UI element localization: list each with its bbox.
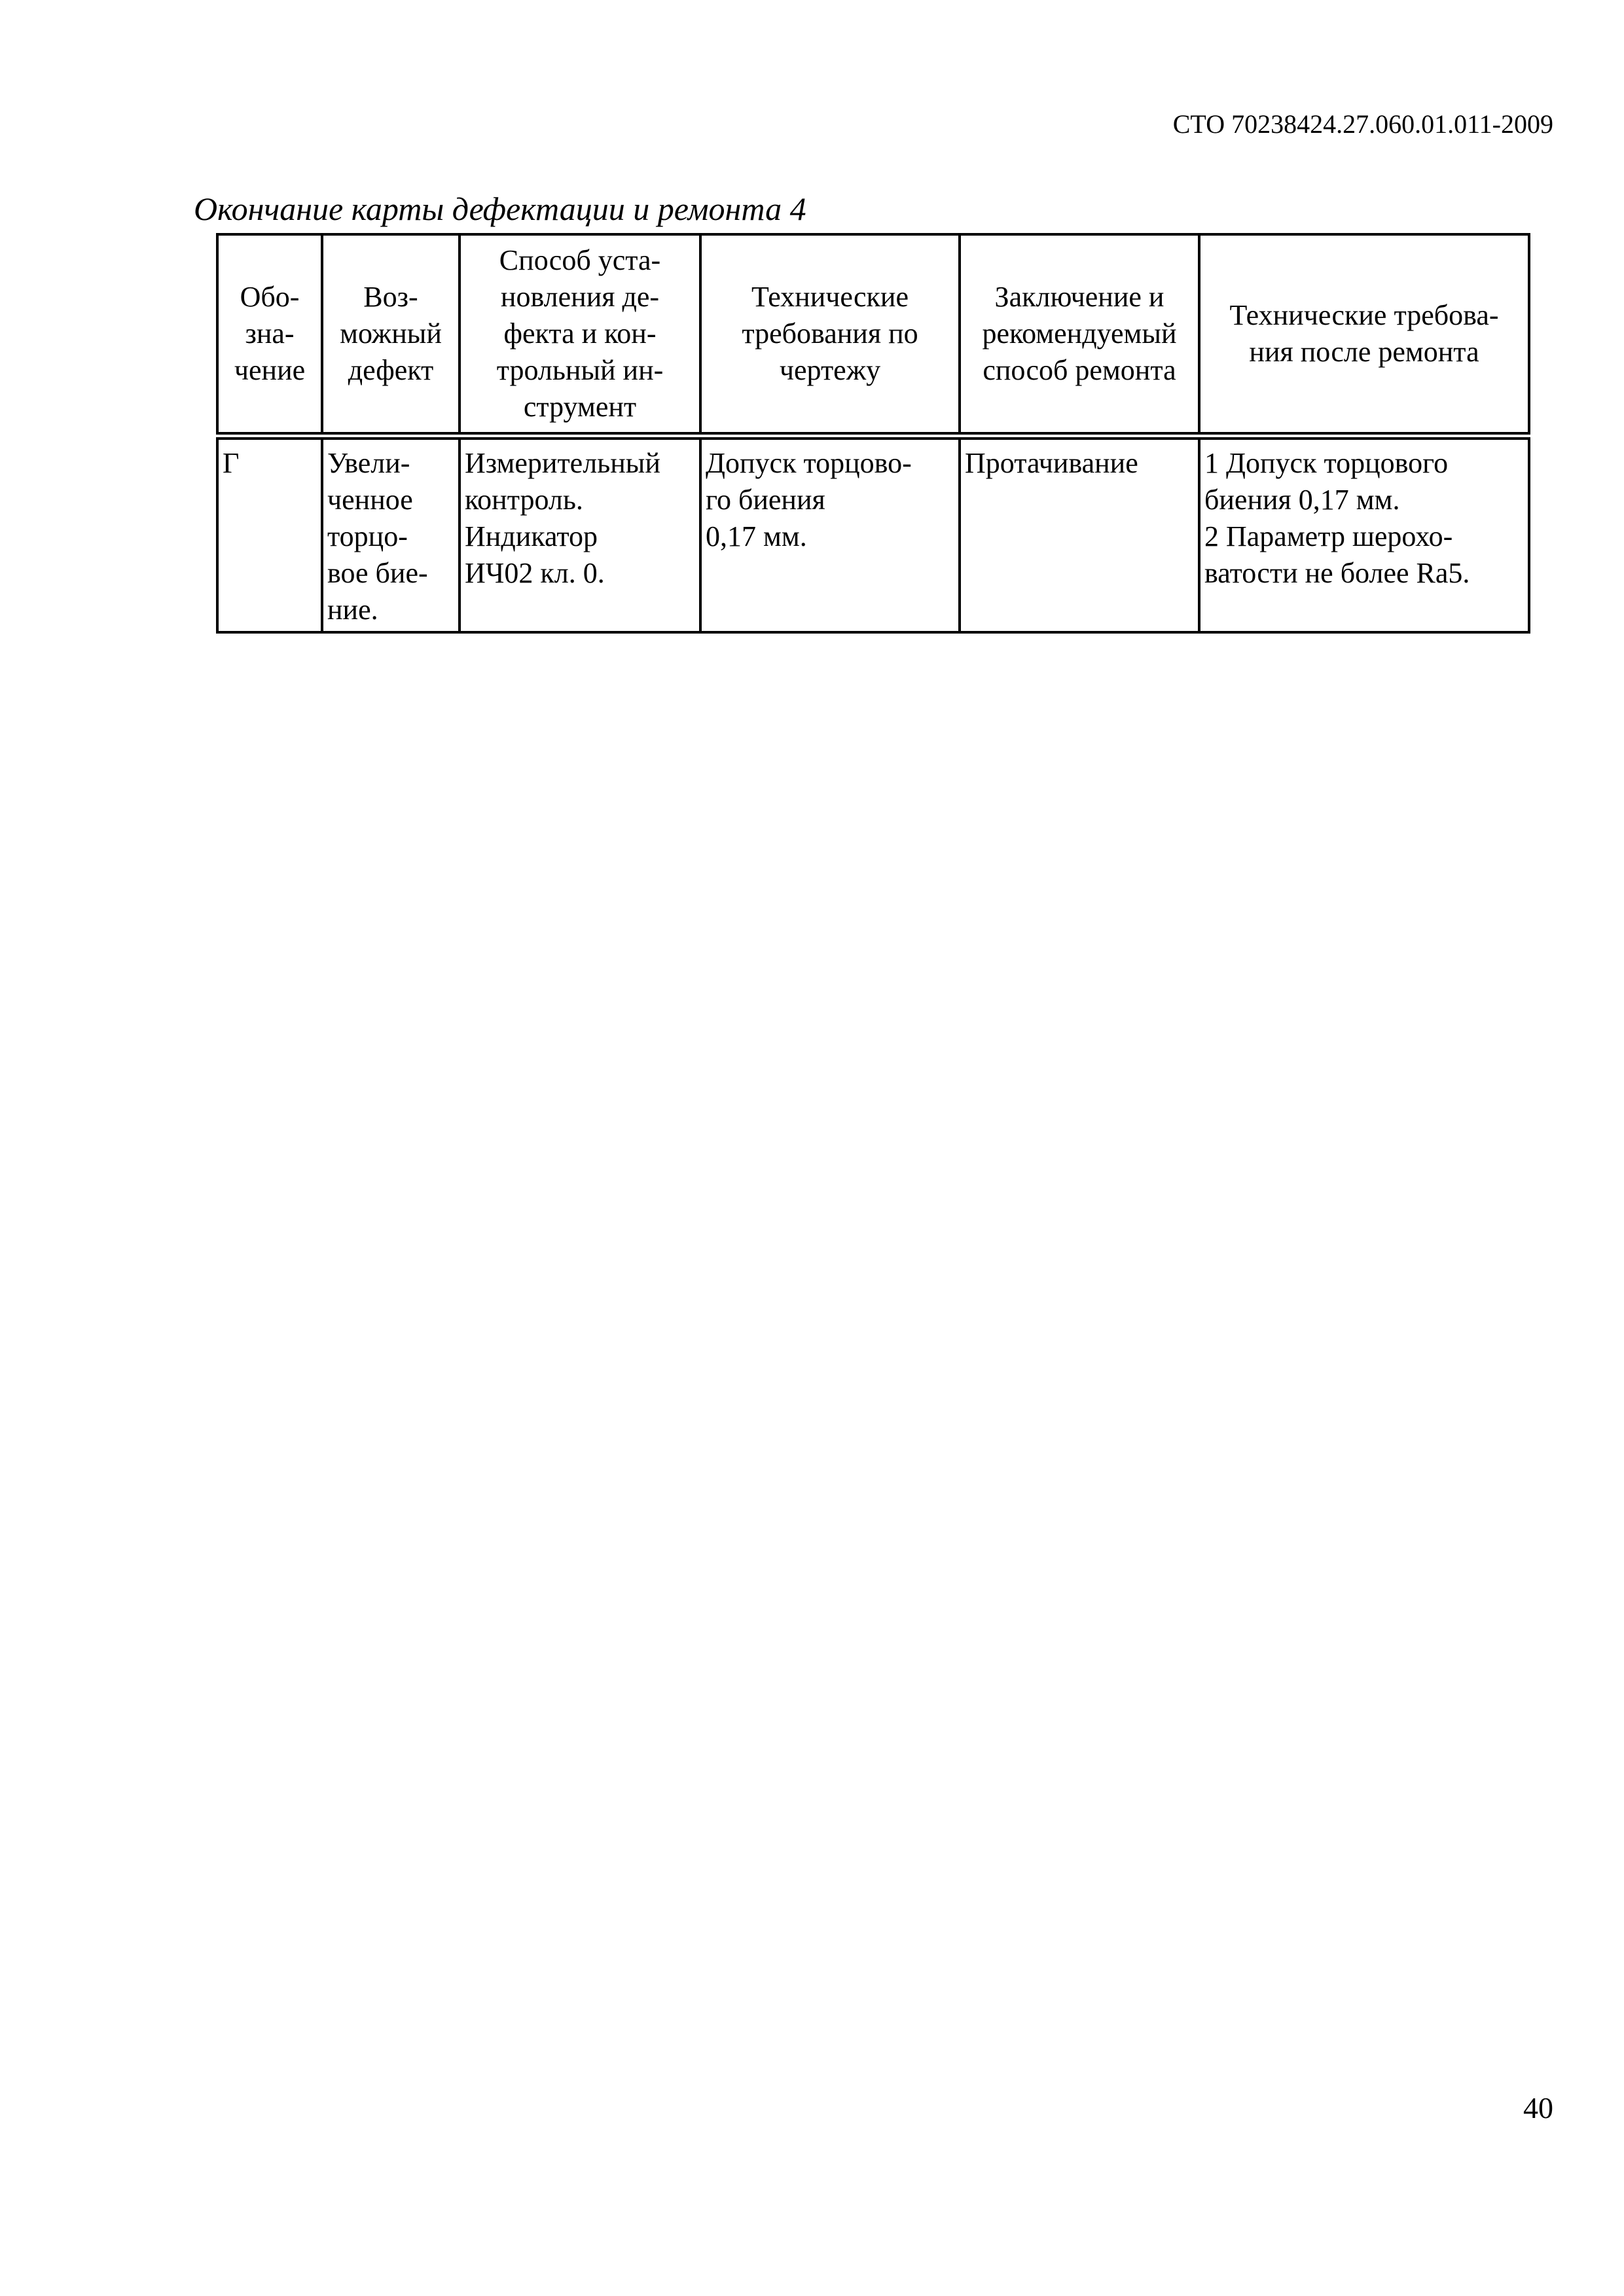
- cell-text-line: 0,17 мм.: [706, 520, 807, 552]
- cell-text-line: биения 0,17 мм.: [1204, 484, 1400, 516]
- cell-text-line: дефект: [348, 354, 434, 386]
- cell-text-line: трольный ин-: [496, 354, 664, 386]
- cell-designation: [217, 436, 322, 632]
- cell-text-line: Индикатор: [465, 520, 598, 552]
- cell-text-line: требования по: [742, 317, 918, 350]
- cell-text-line: струмент: [523, 391, 637, 423]
- cell-text-line: чертежу: [779, 354, 881, 386]
- cell-text-line: вое бие-: [327, 557, 428, 589]
- cell-text-line: торцо-: [327, 520, 408, 552]
- column-header-designation: [217, 234, 322, 436]
- cell-text-line: фекта и кон-: [503, 317, 657, 350]
- cell-possible-defect: [322, 436, 460, 632]
- cell-text-line: 1 Допуск торцового: [1204, 447, 1449, 479]
- cell-text-line: Измерительный: [465, 447, 660, 479]
- cell-text-line: Воз-: [363, 281, 418, 313]
- cell-text-line: ченное: [327, 484, 413, 516]
- cell-text-line: Г: [223, 447, 240, 479]
- cell-text-line: контроль.: [465, 484, 583, 516]
- document-code: СТО 70238424.27.060.01.011-2009: [1172, 109, 1553, 139]
- column-header-detection-method: [460, 234, 700, 436]
- cell-text-line: го биения: [706, 484, 825, 516]
- table-header-row: [217, 234, 1529, 436]
- cell-drawing-requirements: [700, 436, 960, 632]
- cell-text-line: новления де-: [500, 281, 660, 313]
- cell-text-line: Технические: [751, 281, 909, 313]
- defect-repair-table: [216, 233, 1530, 634]
- cell-text-line: Допуск торцово-: [706, 447, 912, 479]
- cell-text-line: можный: [340, 317, 442, 350]
- table-row: [217, 436, 1529, 632]
- column-header-possible-defect: [322, 234, 460, 436]
- cell-text-line: Способ уста-: [499, 244, 661, 276]
- table-caption: Окончание карты дефектации и ремонта 4: [194, 190, 806, 227]
- cell-text-line: 2 Параметр шерохо-: [1204, 520, 1453, 552]
- cell-text-line: Протачивание: [965, 447, 1138, 479]
- cell-text-line: зна-: [245, 317, 295, 350]
- cell-text-line: ИЧ02 кл. 0.: [465, 557, 605, 589]
- cell-post-repair-requirements: [1199, 436, 1529, 632]
- defect-table-container: [216, 233, 1528, 634]
- column-header-drawing-requirements: [700, 234, 960, 436]
- page-number: 40: [1523, 2091, 1553, 2125]
- cell-text-line: способ ремонта: [983, 354, 1176, 386]
- cell-text-line: чение: [234, 354, 306, 386]
- column-header-post-repair-requirements: [1199, 234, 1529, 436]
- cell-detection-method: [460, 436, 700, 632]
- cell-text-line: Обо-: [240, 281, 300, 313]
- cell-text-line: Увели-: [327, 447, 410, 479]
- cell-text-line: Заключение и: [994, 281, 1164, 313]
- cell-text-line: ние.: [327, 594, 378, 626]
- cell-text-line: Технические требова-: [1229, 299, 1499, 331]
- cell-text-line: ватости не более Ra5.: [1204, 557, 1470, 589]
- cell-text-line: рекомендуемый: [982, 317, 1177, 350]
- cell-text-line: ния после ремонта: [1249, 336, 1479, 368]
- cell-repair-conclusion: [960, 436, 1199, 632]
- column-header-repair-conclusion: [960, 234, 1199, 436]
